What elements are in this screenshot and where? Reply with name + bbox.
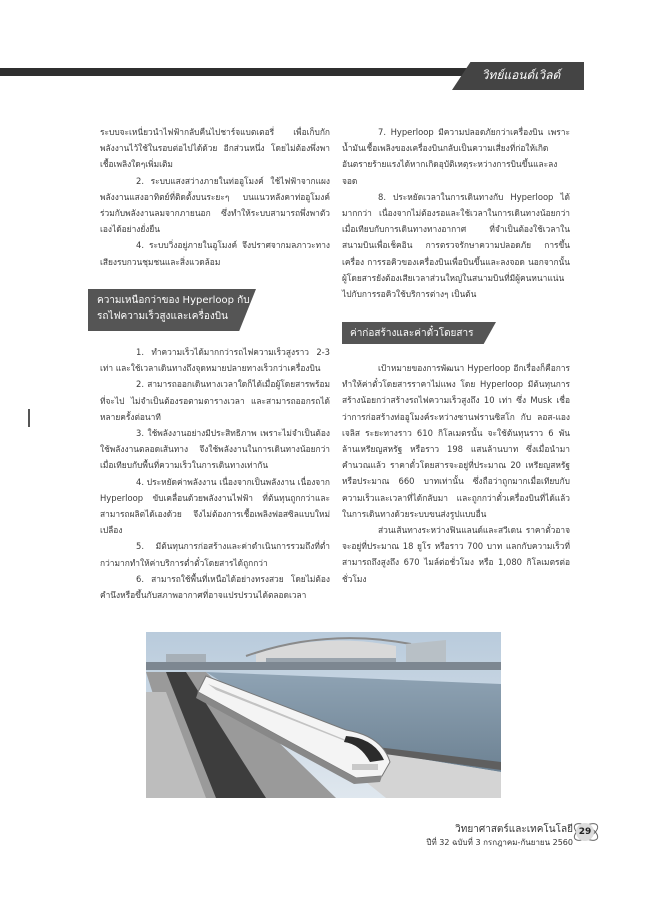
- right-column-costs: [342, 360, 570, 587]
- maglev-train-photo: [146, 632, 501, 798]
- comparison-item: 5. มีต้นทุนการก่อสร้างและค่าดำเนินการรวมถึงที่ต่ำกว่ามากทำให้ค่าบริการต่ำตั๋วโดยสารได้ถูกกว่า: [100, 541, 330, 568]
- section-label: วิทย์แอนด์เวิลด์: [481, 68, 561, 82]
- margin-marker: [28, 409, 30, 427]
- right-paragraph: 8. ประหยัดเวลาในการเดินทางกับ Hyperloop ได้มากกว่า เนื่องจากไม่ต้องรอและใช้เวลาในการเดินทางน้อยกว่าเมื่อเทียบกับการเดินทางทางอากาศ ที่จำเป็นต้องใช้เวลาในสนามบินเพื่อเช็คอิน การตรวจรักษาความปลอดภัย การขึ้นเครื่อง การรอคิวของเครื่องบินเพื่อบินขึ้นและลงจอด นอกจากนั้นผู้โดยสารยังต้องเสียเวลาส่วนใหญ่ในสนามบินที่มีผู้คนหนาแน่น ไปกับการรอคิวใช้บริการต่างๆ เป็นต้น: [342, 191, 570, 300]
- comparison-item: 4. ประหยัดค่าพลังงาน เนื่องจากเป็นพลังงาน เนื่องจาก Hyperloop ขับเคลื่อนด้วยพลังงานไฟฟ้า ที่ต้นทุนถูกกว่าและสามารถผลิตได้เองด้วย จึงไม่ต้องการเชื้อเพลิงฟอสซิลแบบใหม่เปลือง: [100, 476, 330, 536]
- section-heading-costs: ค่าก่อสร้างและค่าตั๋วโดยสาร: [350, 328, 474, 339]
- cost-paragraph: เป้าหมายของการพัฒนา Hyperloop อีกเรื่องก็คือการทำให้ค่าตั๋วโดยสารราคาไม่แพง โดย Hyperloop มีต้นทุนการสร้างน้อยกว่าสร้างรถไฟความเร็วสูงถึง 10 เท่า ซึ่ง Musk เชื่อว่าการก่อสร้างท่ออูโมงค์ระหว่างซานฟรานซิสโก กับ ลอส-แองเจลิส ระยะทางราว 610 กิโลเมตรนั้น จะใช้ต้นทุนราว 6 พันล้านเหรียญสหรัฐ หรือราว 198 แสนล้านบาท ซึ่งเมื่อนำมาคำนวณแล้ว ราคาตั๋วโดยสารจะอยู่ที่ประมาณ 20 เหรียญสหรัฐหรือประมาณ 660 บาทเท่านั้น ซึ่งถือว่าถูกมากเมื่อเทียบกับความเร็วและเวลาที่ได้กลับมา และถูกกว่าตั๋วเครื่องบินที่ได้แล้วในการเดินทางด้วยระบบขนส่งรูปแบบอื่น: [342, 363, 570, 519]
- maglev-train-illustration: [146, 632, 501, 798]
- left-paragraph: 2. ระบบแสงสว่างภายในท่ออูโมงค์ ใช้ไฟฟ้าจากแผงพลังงานแสงอาทิตย์ที่ติดตั้งบนระยะๆ บนแนวหลังคาท่ออูโมงค์ ร่วมกับพลังงานลมจากภายนอก ซึ่งทำให้ระบบสามารถพึ่งพาตัวเองได้อย่างยั่งยืน: [100, 175, 330, 235]
- magazine-title: วิทยาศาสตร์และเทคโนโลยี: [455, 824, 573, 835]
- left-paragraph: 4. ระบบวิ่งอยู่ภายในอูโมงค์ จึงปราศจากมลภาวะทางเสียงรบกวนชุมชนและสิ่งแวดล้อม: [100, 240, 330, 267]
- issue-info: ปีที่ 32 ฉบับที่ 3 กรกฎาคม-กันยายน 2560: [426, 838, 573, 847]
- left-column-comparisons: [100, 344, 330, 603]
- comparison-item: 3. ใช้พลังงานอย่างมีประสิทธิภาพ เพราะไม่จำเป็นต้องใช้พลังงานตลอดเส้นทาง จึงใช้พลังงานในการเดินทางน้อยกว่าเมื่อเทียบกับพื้นที่ความเร็วในการเดินทางเท่ากัน: [100, 428, 330, 471]
- section-heading-superiority: ความเหนือกว่าของ Hyperloop กับรถไฟความเร็วสูงและเครื่องบิน: [97, 295, 250, 322]
- page-number: 29: [576, 823, 594, 841]
- comparison-item: 1. ทำความเร็วได้มากกว่ารถไฟความเร็วสูงราว 2-3 เท่า และใช้เวลาเดินทางถึงจุดหมายปลายทางเร็วกว่าเครื่องบิน: [100, 347, 330, 374]
- comparison-item: 6. สามารถใช้พื้นที่เหนือได้อย่างทรงสวย โดยไม่ต้องคำนึงหรือขึ้นกับสภาพอากาศที่อาจแปรปรวนได้ตลอดเวลา: [100, 573, 330, 601]
- left-column-intro: [100, 124, 330, 270]
- comparison-item: 2. สามารถออกเดินทางเวลาใดก็ได้เมื่อผู้โดยสารพร้อมที่จะไป ไม่จำเป็นต้องรอตามตารางเวลา และสามารถออกรถได้หลายครั้งต่อนาที: [100, 379, 330, 422]
- right-paragraph: 7. Hyperloop มีความปลอดภัยกว่าเครื่องบิน เพราะน้ำมันเชื้อเพลิงของเครื่องบินกลับเป็นความเสี่ยงที่ก่อให้เกิดอันตรายร้ายแรงได้หากเกิดอุบัติเหตุระหว่างการบินขึ้นและลงจอด: [342, 127, 570, 186]
- cost-paragraph: ส่วนเส้นทางระหว่างฟินแลนด์และสวีเดน ราคาตั๋วอาจจะอยู่ที่ประมาณ 18 ยูโร หรือราว 700 บาท แลกกับความเร็วที่สามารถถึงสูงถึง 670 ไมล์ต่อชั่วโมง หรือ 1,080 กิโลเมตรต่อชั่วโมง: [342, 525, 570, 584]
- right-column-continued: [342, 124, 570, 302]
- left-paragraph: ระบบจะเหนี่ยวนำไฟฟ้ากลับคืนไปชาร์จแบตเตอรี่ เพื่อเก็บกักพลังงานไว้ใช้ในรอบต่อไปได้ด้วย อีกส่วนหนึ่ง โดยไม่ต้องพึ่งพาเชื้อเพลิงใดๆเพิ่มเติม: [100, 127, 330, 170]
